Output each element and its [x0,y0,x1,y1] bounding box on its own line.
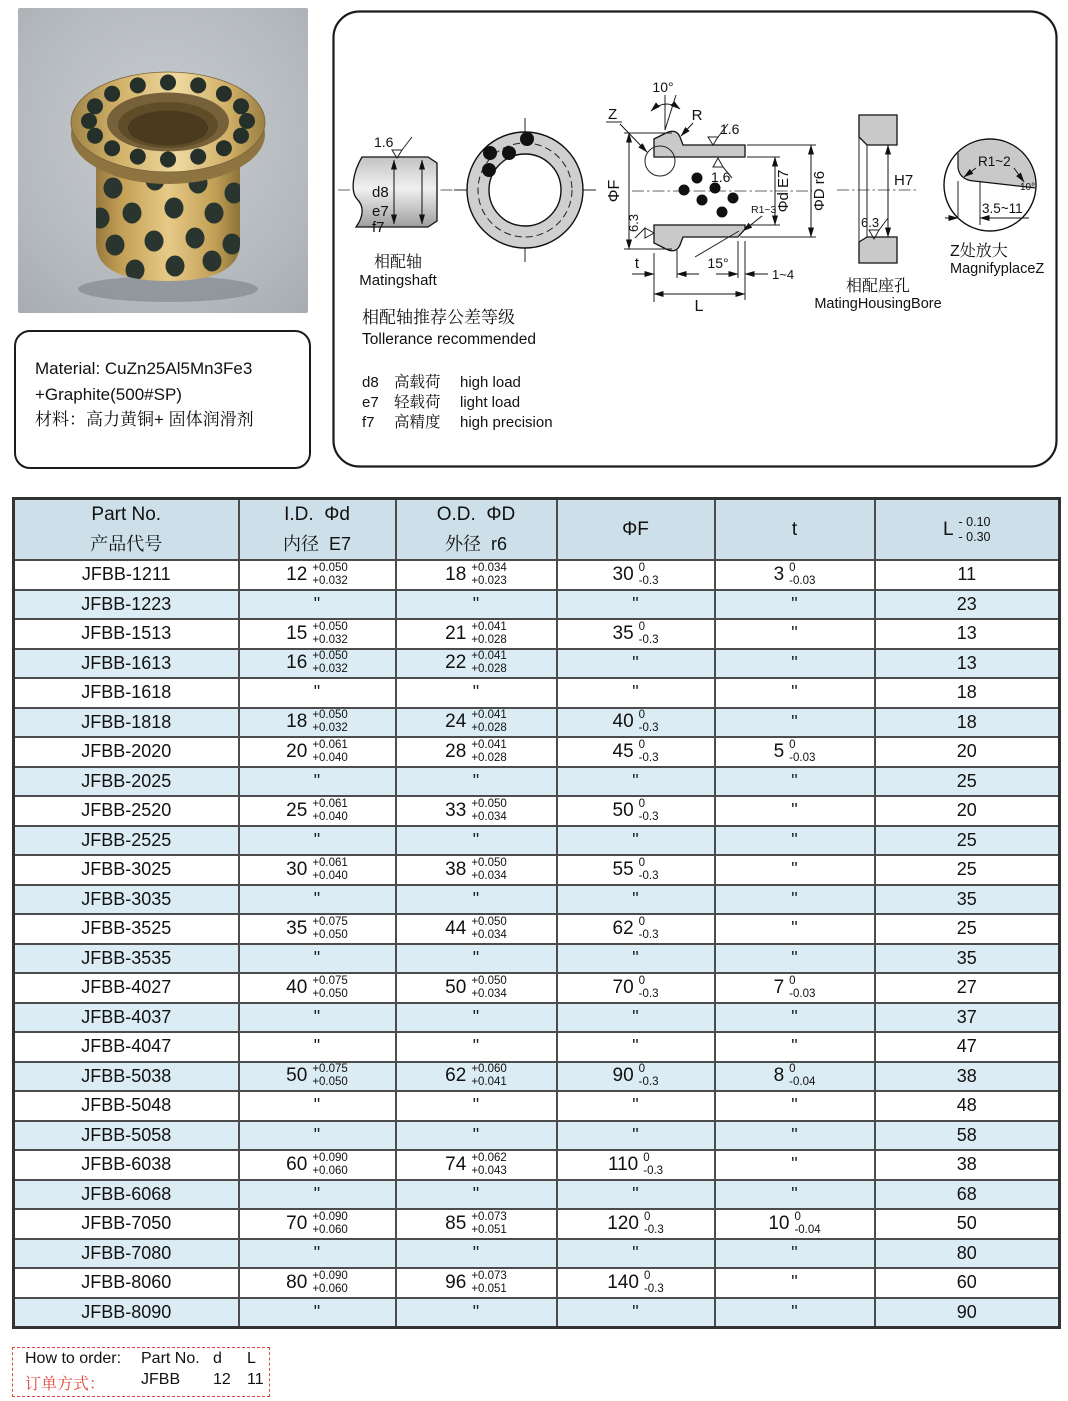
flange-dia: " [557,590,715,620]
flange-dia: 90 0 -0.3 [557,1062,715,1092]
id-tolerance: 18 +0.050 +0.032 [239,708,396,738]
flange-dia: " [557,1003,715,1033]
table-row [14,1121,1060,1151]
od-tolerance: " [396,1091,557,1121]
order-label-cn: 订单方式： [25,1376,106,1393]
table-row [14,649,1060,679]
order-label-en: How to order: [25,1350,122,1367]
id-tolerance: " [239,767,396,797]
length: 20 [875,737,1060,767]
angle-10-label: 10° [652,79,674,95]
flange-thickness: " [715,708,875,738]
header-od: O.D. ΦD 外径 r6 [396,499,557,561]
length: 18 [875,678,1060,708]
length: 18 [875,708,1060,738]
roughness-bore-label: 1.6 [711,169,731,185]
technical-drawing-box [332,10,1058,468]
material-line-cn: 材料：高力黄铜+ 固体润滑剂 [35,410,254,429]
length: 68 [875,1180,1060,1210]
flange-dia: " [557,767,715,797]
length: 90 [875,1298,1060,1328]
how-to-order-box [12,1347,270,1397]
part-no: JFBB-1211 [14,560,239,590]
table-row [14,678,1060,708]
bushing-photo-art [18,8,308,313]
od-tolerance: " [396,885,557,915]
od-tolerance: 18 +0.034 +0.023 [396,560,557,590]
tolerance-title-cn: 相配轴推荐公差等级 [362,308,515,327]
od-tolerance: 24 +0.041 +0.028 [396,708,557,738]
part-no: JFBB-5038 [14,1062,239,1092]
order-example-d: 12 [213,1371,231,1388]
id-tolerance: " [239,1180,396,1210]
id-tolerance: 15 +0.050 +0.032 [239,619,396,649]
od-tolerance: 22 +0.041 +0.028 [396,649,557,679]
flange-thickness: 3 0 -0.03 [715,560,875,590]
length: 58 [875,1121,1060,1151]
od-tolerance: " [396,1239,557,1269]
part-no: JFBB-2020 [14,737,239,767]
od-tolerance: 62 +0.060 +0.041 [396,1062,557,1092]
id-tolerance: 50 +0.075 +0.050 [239,1062,396,1092]
part-no: JFBB-8060 [14,1268,239,1298]
table-row [14,1180,1060,1210]
h7-label: H7 [894,172,914,189]
order-example-part: JFBB [141,1371,181,1388]
flange-thickness: " [715,1180,875,1210]
table-row [14,826,1060,856]
flange-dia: " [557,1091,715,1121]
flange-thickness: " [715,855,875,885]
flange-dia: 62 0 -0.3 [557,914,715,944]
id-tolerance: " [239,1298,396,1328]
od-tolerance: 85 +0.073 +0.051 [396,1209,557,1239]
length: 25 [875,855,1060,885]
od-tolerance: " [396,678,557,708]
table-row [14,885,1060,915]
length: 37 [875,1003,1060,1033]
flange-thickness: " [715,796,875,826]
id-tolerance: 70 +0.090 +0.060 [239,1209,396,1239]
od-tolerance: " [396,1032,557,1062]
table-row [14,1150,1060,1180]
housing-label-cn: 相配座孔 [845,278,911,295]
id-tolerance: " [239,1091,396,1121]
tol-item-en: high precision [460,414,553,431]
id-tolerance: 25 +0.061 +0.040 [239,796,396,826]
id-tolerance: " [239,1239,396,1269]
length: 23 [875,590,1060,620]
flange-dia: 140 0 -0.3 [557,1268,715,1298]
id-tolerance: 60 +0.090 +0.060 [239,1150,396,1180]
part-no: JFBB-6038 [14,1150,239,1180]
part-no: JFBB-2520 [14,796,239,826]
flange-dia: 35 0 -0.3 [557,619,715,649]
part-no: JFBB-3535 [14,944,239,974]
header-flange-dia: ΦF [557,499,715,561]
length: 25 [875,914,1060,944]
table-row [14,1268,1060,1298]
id-tolerance: " [239,1032,396,1062]
housing-label-en: MatingHousingBore [814,296,942,312]
table-row [14,1032,1060,1062]
shaft-label-f7: f7 [372,219,385,236]
id-tolerance: " [239,826,396,856]
part-no: JFBB-7050 [14,1209,239,1239]
tol-item-en: light load [460,394,521,411]
table-row [14,1209,1060,1239]
length: 50 [875,1209,1060,1239]
tol-item-code: f7 [362,414,375,431]
flange-thickness: " [715,1091,875,1121]
magnify-angle-label: 10° [1020,182,1036,193]
chamfer-label: 1~4 [772,267,795,282]
id-tolerance: " [239,944,396,974]
table-row [14,767,1060,797]
table-row [14,1062,1060,1092]
id-tolerance: " [239,885,396,915]
length: 48 [875,1091,1060,1121]
id-tolerance: 16 +0.050 +0.032 [239,649,396,679]
table-row [14,796,1060,826]
flange-thickness: " [715,619,875,649]
flange-thickness: " [715,1032,875,1062]
part-no: JFBB-1613 [14,649,239,679]
part-no: JFBB-4027 [14,973,239,1003]
od-tolerance: " [396,1121,557,1151]
table-row [14,590,1060,620]
flange-thickness: " [715,590,875,620]
length: 38 [875,1062,1060,1092]
magnify-label-cn: Z处放大 [950,243,1008,260]
order-col-d: d [213,1350,222,1367]
id-tolerance: " [239,1003,396,1033]
flange-dia: " [557,826,715,856]
part-no: JFBB-1513 [14,619,239,649]
tol-item-cn: 轻载荷 [394,394,441,411]
id-tolerance: 12 +0.050 +0.032 [239,560,396,590]
flange-thickness: " [715,1298,875,1328]
length: 47 [875,1032,1060,1062]
flange-dia: 45 0 -0.3 [557,737,715,767]
material-line-en1: Material: CuZn25Al5Mn3Fe3 [35,359,253,378]
length: 20 [875,796,1060,826]
flange-thickness: 8 0 -0.04 [715,1062,875,1092]
order-example-l: 11 [247,1371,264,1388]
od-tolerance: 21 +0.041 +0.028 [396,619,557,649]
roughness-top-label: 1.6 [720,121,740,137]
od-tolerance: 38 +0.050 +0.034 [396,855,557,885]
flange-dia: " [557,1180,715,1210]
flange-thickness: 10 0 -0.04 [715,1209,875,1239]
length: 60 [875,1268,1060,1298]
length: 27 [875,973,1060,1003]
z-callout-label: Z [608,106,618,123]
flange-thickness: 5 0 -0.03 [715,737,875,767]
table-row [14,1239,1060,1269]
technical-drawing [332,10,1058,468]
flange-thickness: " [715,678,875,708]
part-no: JFBB-3025 [14,855,239,885]
flange-thickness: " [715,885,875,915]
part-no: JFBB-6068 [14,1180,239,1210]
id-tolerance: 30 +0.061 +0.040 [239,855,396,885]
flange-dia: " [557,1121,715,1151]
od-tolerance: " [396,826,557,856]
tol-item-code: e7 [362,394,379,411]
od-tolerance: " [396,1298,557,1328]
r-callout-label: R [691,107,703,124]
header-length: L - 0.10 - 0.30 [875,499,1060,561]
flange-dia: 50 0 -0.3 [557,796,715,826]
part-no: JFBB-7080 [14,1239,239,1269]
flange-dia: 40 0 -0.3 [557,708,715,738]
length: 35 [875,944,1060,974]
material-line-en2: +Graphite(500#SP) [35,384,182,404]
flange-thickness: " [715,826,875,856]
id-tolerance: 20 +0.061 +0.040 [239,737,396,767]
part-no: JFBB-4037 [14,1003,239,1033]
part-no: JFBB-2025 [14,767,239,797]
tolerance-title-en: Tollerance recommended [362,331,537,348]
flange-thickness: " [715,1268,875,1298]
length: 13 [875,619,1060,649]
tol-item-code: d8 [362,374,379,391]
length: 11 [875,560,1060,590]
housing-roughness-label: 6.3 [861,215,880,230]
table-row [14,708,1060,738]
r13-label: R1~3 [751,204,777,216]
header-thickness: t [715,499,875,561]
table-row [14,1091,1060,1121]
flange-thickness: " [715,1003,875,1033]
table-row [14,914,1060,944]
length: 13 [875,649,1060,679]
od-tolerance: " [396,1003,557,1033]
od-tolerance: 74 +0.062 +0.043 [396,1150,557,1180]
table-row [14,560,1060,590]
shaft-label-e7: e7 [372,203,389,220]
flange-dia: " [557,885,715,915]
tol-item-en: high load [460,374,521,391]
product-photo [18,8,308,313]
phiD-label: ΦD r6 [811,170,828,212]
flange-thickness: " [715,767,875,797]
od-tolerance: " [396,590,557,620]
phid-label: Φd E7 [775,169,792,213]
part-no: JFBB-8090 [14,1298,239,1328]
flange-thickness: " [715,1121,875,1151]
angle-15-label: 15° [707,255,729,271]
spec-table [12,497,1061,1329]
matingshaft-label-en: Matingshaft [359,272,437,289]
tol-item-cn: 高精度 [394,414,441,431]
length: 80 [875,1239,1060,1269]
table-row [14,855,1060,885]
part-no: JFBB-1223 [14,590,239,620]
flange-thickness: " [715,1150,875,1180]
od-tolerance: 33 +0.050 +0.034 [396,796,557,826]
flange-thickness: " [715,914,875,944]
flange-dia: " [557,1032,715,1062]
table-row [14,1298,1060,1328]
id-tolerance: 35 +0.075 +0.050 [239,914,396,944]
part-no: JFBB-5048 [14,1091,239,1121]
flange-dia: 120 0 -0.3 [557,1209,715,1239]
id-tolerance: 80 +0.090 +0.060 [239,1268,396,1298]
tol-item-cn: 高载荷 [394,374,441,391]
od-tolerance: " [396,767,557,797]
flange-dia: 70 0 -0.3 [557,973,715,1003]
flange-dia: " [557,649,715,679]
od-tolerance: 44 +0.050 +0.034 [396,914,557,944]
table-row [14,1003,1060,1033]
table-row [14,944,1060,974]
length: 25 [875,767,1060,797]
table-row [14,973,1060,1003]
part-no: JFBB-1618 [14,678,239,708]
flange-dia: 110 0 -0.3 [557,1150,715,1180]
table-row [14,737,1060,767]
length: 35 [875,885,1060,915]
od-tolerance: " [396,1180,557,1210]
header-part-no: Part No. 产品代号 [14,499,239,561]
order-col-part: Part No. [141,1350,200,1367]
table-row [14,619,1060,649]
flange-dia: " [557,1298,715,1328]
id-tolerance: " [239,678,396,708]
part-no: JFBB-1818 [14,708,239,738]
flange-dia: " [557,678,715,708]
part-no: JFBB-3525 [14,914,239,944]
flange-thickness: 7 0 -0.03 [715,973,875,1003]
od-tolerance: 28 +0.041 +0.028 [396,737,557,767]
od-tolerance: 96 +0.073 +0.051 [396,1268,557,1298]
part-no: JFBB-4047 [14,1032,239,1062]
table-header-row [14,499,1060,561]
flange-thickness: " [715,1239,875,1269]
phiF-label: ΦF [606,179,623,203]
flange-dia: " [557,944,715,974]
id-tolerance: " [239,590,396,620]
material-box [14,330,311,469]
L-dim-label: L [694,298,704,315]
od-tolerance: " [396,944,557,974]
od-tolerance: 50 +0.050 +0.034 [396,973,557,1003]
parts-table-body [14,560,1060,1328]
flange-thickness: " [715,649,875,679]
header-id: I.D. Φd 内径 E7 [239,499,396,561]
part-no: JFBB-5058 [14,1121,239,1151]
id-tolerance: " [239,1121,396,1151]
range-label: 3.5~11 [982,201,1023,216]
part-no: JFBB-2525 [14,826,239,856]
roughness-face-label: 6.3 [626,213,641,233]
flange-thickness: " [715,944,875,974]
id-tolerance: 40 +0.075 +0.050 [239,973,396,1003]
order-col-l: L [247,1350,256,1367]
part-no: JFBB-3035 [14,885,239,915]
length: 25 [875,826,1060,856]
length: 38 [875,1150,1060,1180]
shaft-label-d8: d8 [372,184,389,201]
r12-label: R1~2 [978,154,1011,169]
shaft-roughness-label: 1.6 [374,134,394,150]
flange-dia: " [557,1239,715,1269]
t-dim-label: t [634,255,640,272]
flange-dia: 30 0 -0.3 [557,560,715,590]
flange-dia: 55 0 -0.3 [557,855,715,885]
magnify-label-en: MagnifyplaceZ [950,261,1045,277]
matingshaft-label-cn: 相配轴 [373,254,423,271]
